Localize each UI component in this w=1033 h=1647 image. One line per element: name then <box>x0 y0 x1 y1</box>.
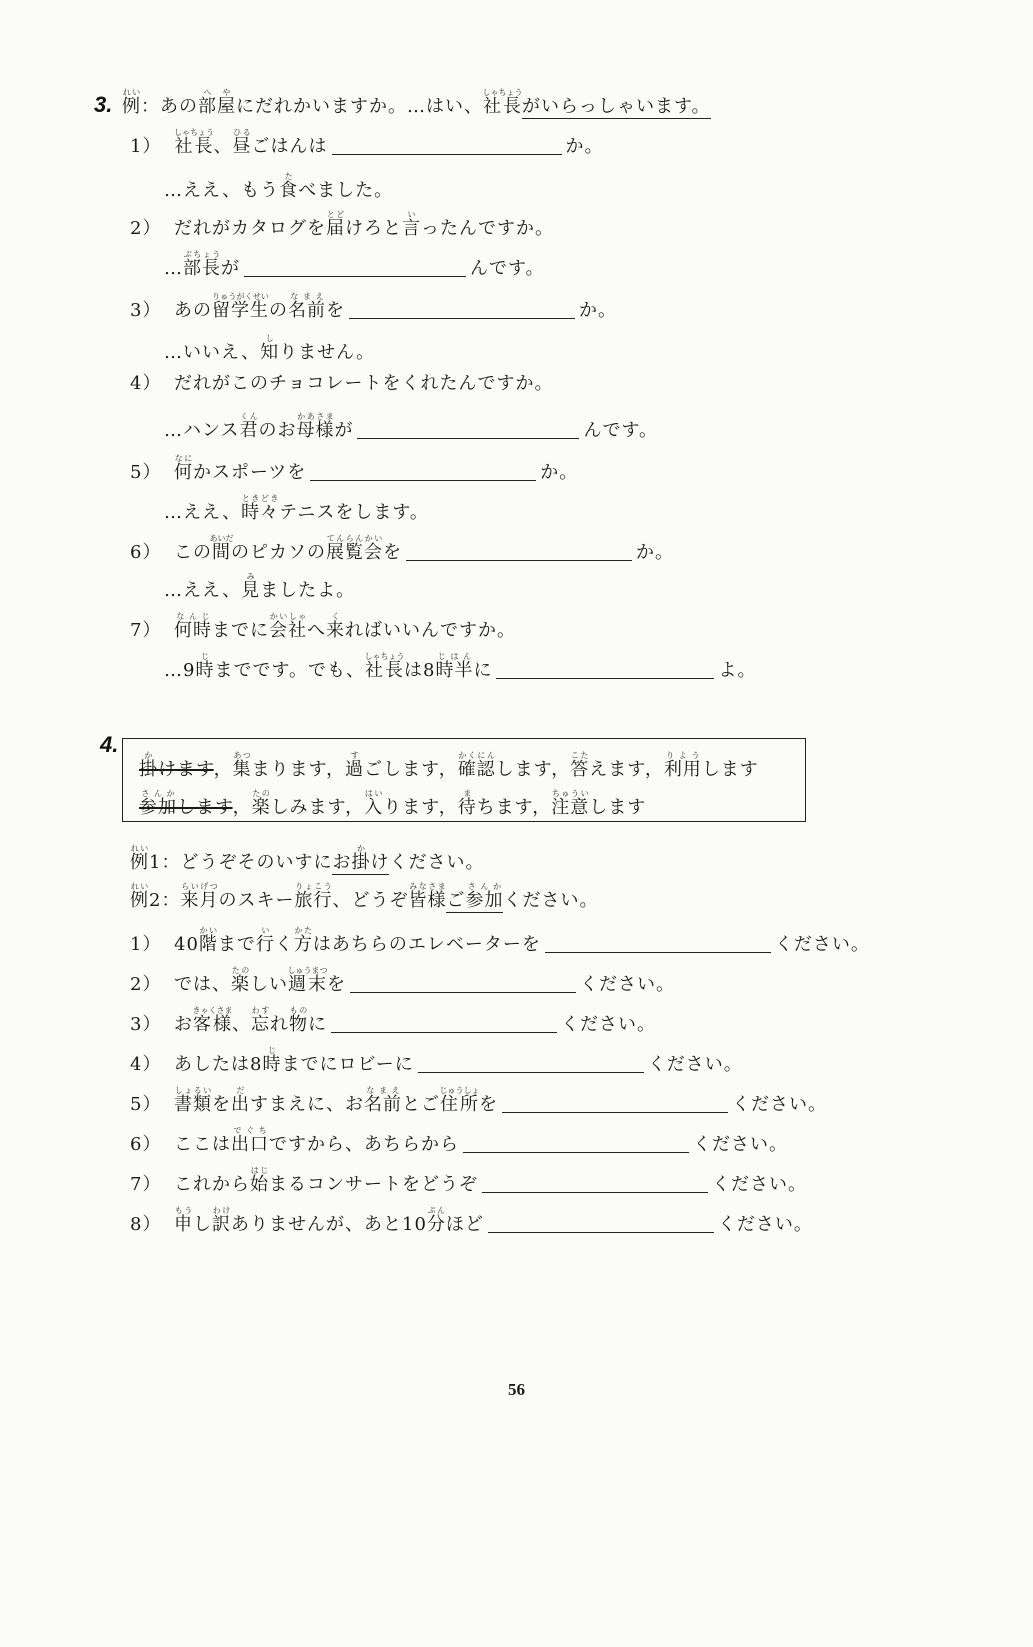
s3-item-1-answer: …ええ、もう食たべました。 <box>164 172 394 201</box>
example-answer: お掛かけ <box>332 844 390 873</box>
answer-blank[interactable] <box>310 462 536 481</box>
word-choice-struck: 掛かけます <box>139 751 214 780</box>
s3-item-5-question: 5） 何なにかスポーツを か。 <box>130 454 579 483</box>
page-number: 56 <box>508 1380 525 1399</box>
answer-blank[interactable] <box>406 542 632 561</box>
answer-blank[interactable] <box>502 1094 728 1113</box>
answer-blank[interactable] <box>488 1214 714 1233</box>
s3-item-3-question: 3） あの留学生りゅうがくせいの名前なまえを か。 <box>130 292 617 321</box>
s4-example-2: 例れい2：来月らいげつのスキー旅行りょこう、どうぞ皆様みなさまご参加さんかください。 <box>130 882 599 911</box>
s3-item-7-answer: …9時じまでです。でも、社長しゃちょうは8時半じはんに よ。 <box>164 652 757 681</box>
answer-blank[interactable] <box>418 1054 644 1073</box>
s3-item-5-answer: …ええ、時々ときどきテニスをします。 <box>164 494 429 523</box>
word-box-row-2: 参加さんかします，楽たのしみます，入はいります，待まちます，注意ちゅういします <box>139 789 647 818</box>
word-choice: 注意ちゅういします <box>551 789 647 818</box>
s4-item-1: 1） 40階かいまで行いく方かたはあちらのエレベーターを ください。 <box>130 926 870 955</box>
section-4-number: 4. <box>100 732 119 757</box>
s3-item-4-question: 4） だれがこのチョコレートをくれたんですか。 <box>130 373 554 394</box>
example-answer: ご参加さんか <box>446 882 504 911</box>
s4-item-8: 8） 申もうし訳わけありませんが、あと10分ぷんほど ください。 <box>130 1206 813 1235</box>
answer-blank[interactable] <box>463 1134 689 1153</box>
word-choice: 答こたえます <box>570 751 645 780</box>
s4-item-4: 4） あしたは8時じまでにロビーに ください。 <box>130 1046 743 1075</box>
word-choice: 過すごします <box>345 751 439 780</box>
s4-item-3: 3） お客様きゃくさま、忘わすれ物ものに ください。 <box>130 1006 656 1035</box>
answer-blank[interactable] <box>332 136 562 155</box>
word-choice: 確認かくにんします <box>457 751 552 780</box>
section-3-example: 例れい：あの部屋へやにだれかいますか。…はい、社長しゃちょうがいらっしゃいます。 <box>122 88 711 117</box>
s3-item-3-answer: …いいえ、知しりません。 <box>164 334 376 363</box>
word-choice: 入はいります <box>364 789 439 818</box>
answer-blank[interactable] <box>545 934 771 953</box>
answer-blank[interactable] <box>349 300 575 319</box>
s4-example-1: 例れい1：どうぞそのいすにお掛かけください。 <box>130 844 485 873</box>
s3-item-4-answer: …ハンス君くんのお母様かあさまが んです。 <box>164 412 659 441</box>
word-choice: 集あつまります <box>232 751 327 780</box>
word-choice-struck: 参加さんかします <box>139 789 233 818</box>
s4-item-2: 2） では、楽たのしい週末しゅうまつを ください。 <box>130 966 675 995</box>
s4-item-5: 5） 書類しょるいを出だすまえに、お名前なまえとご住所じゅうしょを ください。 <box>130 1086 827 1115</box>
s3-item-1-question: 1） 社長しゃちょう、昼ひるごはんは か。 <box>130 128 604 157</box>
answer-blank[interactable] <box>496 660 714 679</box>
word-box-row-1: 掛かけます，集あつまります，過すごします，確認かくにんします，答こたえます，利用りようします <box>139 751 759 780</box>
s4-item-7: 7） これから始はじまるコンサートをどうぞ ください。 <box>130 1166 807 1195</box>
s3-item-6-question: 6） この間あいだのピカソの展覧会てんらんかいを か。 <box>130 534 674 563</box>
s3-item-6-answer: …ええ、見みましたよ。 <box>164 572 356 601</box>
answer-blank[interactable] <box>244 258 466 277</box>
word-choice-box <box>122 738 806 822</box>
section-3-number: 3. <box>94 92 113 117</box>
s3-item-2-answer: …部長ぶちょうが んです。 <box>164 250 545 279</box>
s3-item-2-question: 2） だれがカタログを届とどけろと言いったんですか。 <box>130 210 554 239</box>
word-choice: 楽たのしみます <box>251 789 346 818</box>
s3-item-7-question: 7） 何時なんじまでに会社かいしゃへ来くればいいんですか。 <box>130 612 516 641</box>
word-choice: 利用りようします <box>663 751 759 780</box>
word-choice: 待まちます <box>457 789 533 818</box>
s4-item-6: 6） ここは出口でぐちですから、あちらから ください。 <box>130 1126 788 1155</box>
answer-blank[interactable] <box>331 1014 557 1033</box>
example-answer: がいらっしゃいます。 <box>522 96 711 117</box>
answer-blank[interactable] <box>350 974 576 993</box>
answer-blank[interactable] <box>482 1174 708 1193</box>
answer-blank[interactable] <box>357 420 579 439</box>
